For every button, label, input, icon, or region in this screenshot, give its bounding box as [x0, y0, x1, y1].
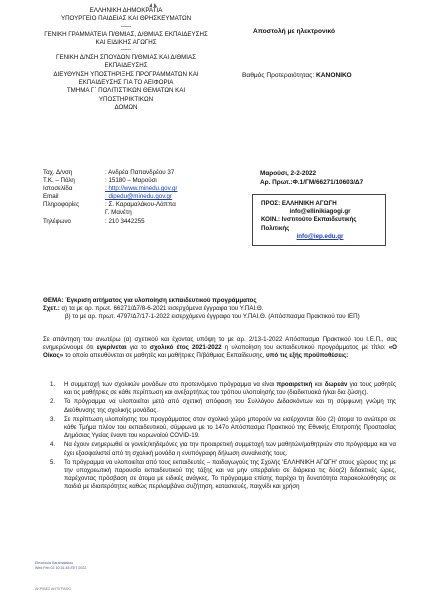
send-method-label: Αποστολή με ηλεκτρονικό	[253, 28, 336, 35]
header-line: ΤΜΗΜΑ Γ΄ ΠΟΛΙΤΙΣΤΙΚΩΝ ΘΕΜΑΤΩΝ ΚΑΙ ΥΠΟΣΤΗΡΙΚΤΙΚΩΝ	[66, 87, 186, 103]
intro-text: η υλοποίηση του εκπαιδευτικού προγράμματος με τίτλο:	[221, 344, 389, 352]
contact-row	[43, 193, 177, 201]
contact-row	[43, 201, 177, 209]
date-line: Μαρούσι, 2-2-2022	[260, 170, 317, 177]
contact-key: Τ.Κ. – Πόλη	[43, 177, 75, 185]
contact-value: : Σ. Καραμαλάκου-Λάππα	[105, 201, 176, 209]
condition-text: Η συμμετοχή των σχολικών μονάδων στο προτεινόμενο πρόγραμμα να είναι προαιρετική και δωρεάν για τους μαθητές και τις μαθήτριες σε κάθε περίπτωση και ανεξαρτήτως του τρόπου υλοποίησής του (διαδικτυακά ή/και δια ζώσης).	[64, 381, 396, 397]
contact-value: : Ανδρέα Παπανδρέου 37	[105, 169, 175, 176]
issuing-authority-header	[40, 7, 212, 112]
date-protocol-block	[260, 170, 363, 187]
signature-timestamp: Wed Feb 02 10:31:45 EET 2022	[35, 566, 87, 570]
intro-conditions: υπό τις εξής προϋποθέσεις:	[266, 352, 349, 360]
intro-approved: εγκρίνεται	[96, 344, 127, 352]
header-line: ΔΟΜΩΝ	[114, 103, 138, 111]
header-line: ΓΕΝΙΚΗ Δ/ΝΣΗ ΣΠΟΥΔΩΝ Π/ΘΜΙΑΣ ΚΑΙ Δ/ΘΜΙΑΣ	[56, 54, 196, 62]
recipients-box	[252, 194, 386, 246]
subject-block	[43, 297, 397, 321]
related-a: α) τα με αρ. πρωτ. 66271/Δ7/8-6-2021 εισερχόμενα έγγραφα του Υ.ΠΑΙ.Θ.	[59, 305, 264, 313]
condition-number: 4.	[50, 441, 56, 449]
header-separator: -----	[120, 46, 132, 54]
email-link[interactable]: : dipedu@minedu.gov.gr	[105, 193, 173, 201]
condition-item	[50, 441, 396, 457]
condition-number: 3.	[50, 415, 56, 423]
contact-details	[43, 169, 177, 226]
contact-row	[43, 209, 177, 217]
priority-label: Βαθμός Προτεραιότητας:	[242, 72, 317, 79]
condition-number: 1.	[50, 381, 56, 388]
header-separator: -----	[120, 22, 132, 30]
header-line: ΚΑΙ ΕΙΔΙΚΗΣ ΑΓΩΓΗΣ	[95, 38, 157, 46]
intro-text: Σε απάντηση του ανωτέρω (α) σχετικού και έχοντας υπόψη το με αρ. 2/13-1-2022 Απόσπασμα Πρακτικού του Ι.Ε.Π., σας ενημερώνουμε ότι	[43, 336, 397, 352]
condition-item	[50, 398, 396, 414]
contact-key: Ταχ. Δ/νση	[43, 169, 73, 176]
conditions-list	[50, 381, 396, 493]
contact-row	[43, 177, 177, 185]
program-title: «Ο Οίκος»	[43, 344, 397, 360]
recipient-to-email: info@ellinikiagogi.gr	[289, 208, 351, 216]
contact-key: Email	[43, 193, 59, 201]
recipient-cc-email[interactable]: info@iep.edu.gr	[296, 232, 344, 240]
recipient-to: ΠΡΟΣ: ΕΛΛΗΝΙΚΗ ΑΓΩΓΗ	[261, 200, 337, 207]
condition-item	[50, 416, 396, 441]
website-link[interactable]: : http://www.minedu.gov.gr	[105, 185, 178, 193]
recipient-cc: ΚΟΙΝ.: Ινστιτούτο Εκπαιδευτικής Πολιτικής	[261, 216, 357, 232]
intro-school-year: σχολικό έτος 2021-2022	[149, 344, 222, 352]
contact-key: Τηλέφωνο	[43, 217, 71, 225]
contact-value: Γ. Μανέτη	[105, 209, 132, 217]
header-line: ΕΚΠΑΙΔΕΥΣΗΣ ΓΙΑ ΤΟ ΑΕΙΦΟΡΙΑ	[78, 79, 174, 87]
header-line: ΥΠΟΥΡΓΕΙΟ ΠΑΙΔΕΙΑΣ ΚΑΙ ΘΡΗΣΚΕΥΜΑΤΩΝ	[60, 15, 192, 23]
header-line: ΕΛΛΗΝΙΚΗ ΔΗΜΟΚΡΑΤΙΑ	[89, 7, 163, 14]
contact-key: Ιστοσελίδα	[43, 185, 73, 193]
condition-number: 2.	[50, 398, 56, 406]
contact-row	[43, 169, 177, 177]
header-line: ΓΕΝΙΚΗ ΓΡΑΜΜΑΤΕΙΑ Π/ΘΜΙΑΣ, Δ/ΘΜΙΑΣ ΕΚΠΑΙΔΕΥΣΗΣ	[44, 30, 208, 38]
certified-copy-label: ΑΚΡΙΒΕΣ ΑΝΤΙΓΡΑΦΟ	[35, 587, 72, 591]
intro-text: το οποίο απευθύνεται σε μαθητές και μαθήτριες Π/βάθμιας Εκπαίδευσης,	[63, 352, 266, 360]
contact-key: Πληροφορίες	[43, 201, 80, 209]
contact-row	[43, 185, 177, 193]
related-docs	[43, 305, 397, 313]
header-line: ΔΙΕΥΘΥΝΣΗ ΥΠΟΣΤΗΡΙΞΗΣ ΠΡΟΓΡΑΜΜΑΤΩΝ ΚΑΙ	[53, 70, 199, 78]
signer-name: Eleonoula Karamalakou	[35, 561, 74, 565]
header-line: ΕΚΠΑΙΔΕΥΣΗΣ	[104, 62, 148, 70]
condition-text: Σε περίπτωση υλοποίησης του προγράμματος στον σχολικό χώρο μπορούν να εισέρχονται δύο (2) άτομα το ανώτερο σε κάθε Τμήμα πλέον του εκπαιδευτικού, σύμφωνα με το 147ο Απόσπασμα Πρακτικού της Εθνικής Επιτροπής Προστασίας Δημόσιας Υγείας έναντι του κορωνοϊού COVID-19.	[64, 415, 396, 440]
condition-number: 5.	[50, 458, 56, 466]
related-b: β) το με αρ. πρωτ. 4797/Δ7/17-1-2022 εισερχόμενο έγγραφο του Υ.ΠΑΙ.Θ. (Απόσπασμα Πρακτικού του ΙΕΠ)	[65, 313, 360, 321]
intro-paragraph	[43, 336, 397, 360]
subject-line: ΘΕΜΑ: Έγκριση αιτήματος για υλοποίηση εκπαιδευτικού προγράμματος	[43, 297, 257, 304]
condition-text: Το πρόγραμμα να υλοποιείται από τους εκπαιδευτές – παιδαγωγούς της Σχολής 'ΕΛΛΗΝΙΚΗ ΑΓΩΓΗ' στους χώρους της με την υποχρεωτική παρουσία εκπαιδευτικού της τάξης και να μην υπερβαίνει σε διάρκεια τις δύο(2) διδακτικές ώρες, παρέχοντας πρόσβαση σε άτομα με ειδικές ανάγκες. Το πρόγραμμα επίσης παρέχει τη δυνατότητα παρακολούθησης σε παιδιά με ιδιαιτερότητες καθώς περιλαμβάνει συζήτηση, κατασκευές, παιχνίδι και χρήση	[64, 458, 396, 491]
condition-item	[50, 459, 396, 492]
contact-value: : 210 3442255	[105, 217, 145, 225]
digital-signature	[35, 561, 86, 571]
priority-line	[242, 72, 352, 80]
contact-value: : 15180 – Μαρούσι	[105, 177, 157, 185]
condition-text: Το πρόγραμμα να υλοποιείται μετά από σχετική απόφαση του Συλλόγου Διδασκόντων και τη σύμφωνη γνώμη της Διεύθυνσης της σχολικής μονάδας.	[64, 398, 396, 414]
protocol-number: Αρ. Πρωτ.:Φ.1/ΓΜ/66271/10603/Δ7	[260, 178, 364, 186]
contact-key	[43, 209, 105, 217]
contact-row	[43, 218, 177, 226]
related-label: Σχετ.:	[43, 305, 60, 313]
condition-text: Να έχουν ενημερωθεί οι γονείς/κηδεμόνες για την προαιρετική συμμετοχή των μαθητών/μαθητριών στο πρόγραμμα και να έχει εξασφαλιστεί από τη σχολική μονάδα η ενυπόγραφη δήλωση συναίνεσής τους.	[64, 441, 396, 457]
priority-value: ΚΑΝΟΝΙΚΟ	[316, 72, 352, 79]
condition-item	[50, 381, 396, 397]
intro-text: για το	[126, 344, 150, 352]
